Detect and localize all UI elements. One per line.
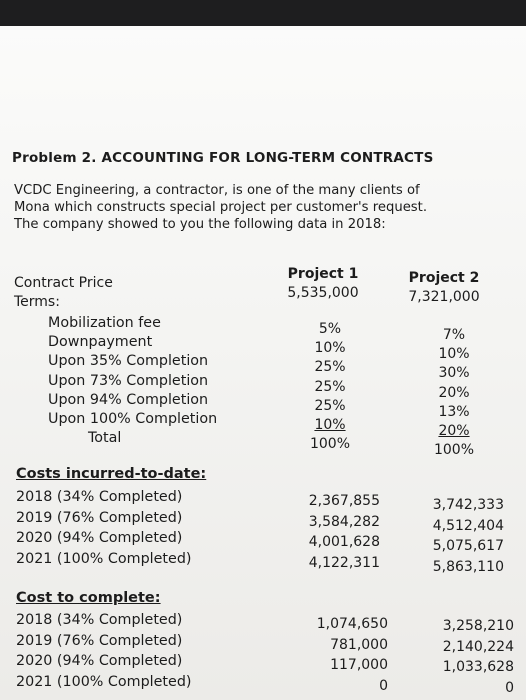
terms-label: Terms: [14, 294, 60, 310]
total-pct: 100% [433, 442, 475, 459]
year-label: 2019 (76% Completed) [16, 632, 183, 649]
cost-value: 4,122,311 [308, 554, 380, 571]
term-pct: 10% [314, 417, 346, 434]
project-2-price: 7,321,000 [408, 289, 480, 305]
cost-value: 4,512,404 [432, 517, 504, 534]
cost-value: 3,584,282 [308, 513, 380, 530]
total-label: Total [88, 430, 122, 447]
term-pct: 25% [314, 397, 346, 414]
contract-price-label: Contract Price [14, 275, 113, 291]
year-label: 2020 (94% Completed) [16, 653, 183, 669]
term-label: Downpayment [48, 334, 153, 351]
term-label: Upon 73% Completion [48, 372, 209, 389]
year-label: 2021 (100% Completed) [16, 550, 192, 567]
cost-value: 0 [379, 677, 388, 694]
term-pct: 20% [438, 384, 470, 401]
term-pct: 10% [314, 340, 346, 357]
costs-incurred-labels [16, 487, 191, 569]
term-label: Upon 94% Completion [48, 391, 209, 408]
intro-line: Mona which constructs special project per customer's request. [14, 200, 428, 215]
costs-incurred-project-1 [290, 491, 380, 573]
term-pct: 30% [438, 365, 470, 382]
term-label: Mobilization fee [48, 315, 161, 331]
term-pct: 25% [314, 378, 346, 395]
cost-value: 5,075,617 [432, 538, 504, 554]
intro-line: VCDC Engineering, a contractor, is one of the many clients of [14, 183, 420, 198]
intro-line: The company showed to you the following data in 2018: [14, 217, 386, 232]
term-pct: 13% [438, 403, 470, 420]
cost-value: 3,258,210 [442, 618, 514, 634]
cost-value: 2,367,855 [308, 493, 380, 509]
term-label: Upon 100% Completion [48, 411, 218, 428]
cost-value: 1,074,650 [316, 616, 388, 632]
cost-value: 117,000 [330, 657, 388, 673]
costs-incurred-heading: Costs incurred-to-date: [16, 466, 207, 482]
project-2-terms-column [424, 326, 484, 460]
cost-value: 781,000 [330, 636, 388, 653]
cost-value: 3,742,333 [432, 497, 504, 513]
intro-paragraph [14, 182, 427, 233]
term-pct: 10% [438, 346, 470, 363]
project-2-name: Project 2 [408, 270, 480, 286]
year-label: 2018 (34% Completed) [16, 489, 183, 505]
costs-incurred-project-2 [412, 495, 504, 577]
terms-list [48, 314, 217, 448]
term-label: Upon 35% Completion [48, 353, 209, 370]
project-1-price: 5,535,000 [287, 285, 359, 301]
cost-to-complete-labels [16, 610, 191, 692]
cost-value: 1,033,628 [442, 659, 514, 675]
cost-to-complete-project-1 [296, 614, 388, 696]
project-1-terms-column [302, 320, 358, 454]
term-pct: 7% [442, 327, 466, 343]
cost-value: 2,140,224 [442, 638, 514, 655]
year-label: 2021 (100% Completed) [16, 673, 192, 690]
cost-value: 5,863,110 [432, 558, 504, 575]
term-pct: 20% [438, 423, 470, 440]
total-pct: 100% [309, 436, 351, 453]
project-1-name: Project 1 [287, 266, 359, 282]
problem-title: Problem 2. ACCOUNTING FOR LONG-TERM CONTRACTS [12, 150, 434, 166]
term-pct: 5% [318, 321, 342, 337]
cost-to-complete-project-2 [418, 616, 514, 698]
year-label: 2018 (34% Completed) [16, 612, 183, 628]
cost-to-complete-heading: Cost to complete: [16, 590, 161, 606]
cost-value: 0 [505, 679, 514, 696]
cost-value: 4,001,628 [308, 534, 380, 550]
term-pct: 25% [314, 359, 346, 376]
year-label: 2020 (94% Completed) [16, 530, 183, 546]
project-1-header [280, 265, 366, 303]
year-label: 2019 (76% Completed) [16, 509, 183, 526]
project-2-header [400, 269, 488, 307]
